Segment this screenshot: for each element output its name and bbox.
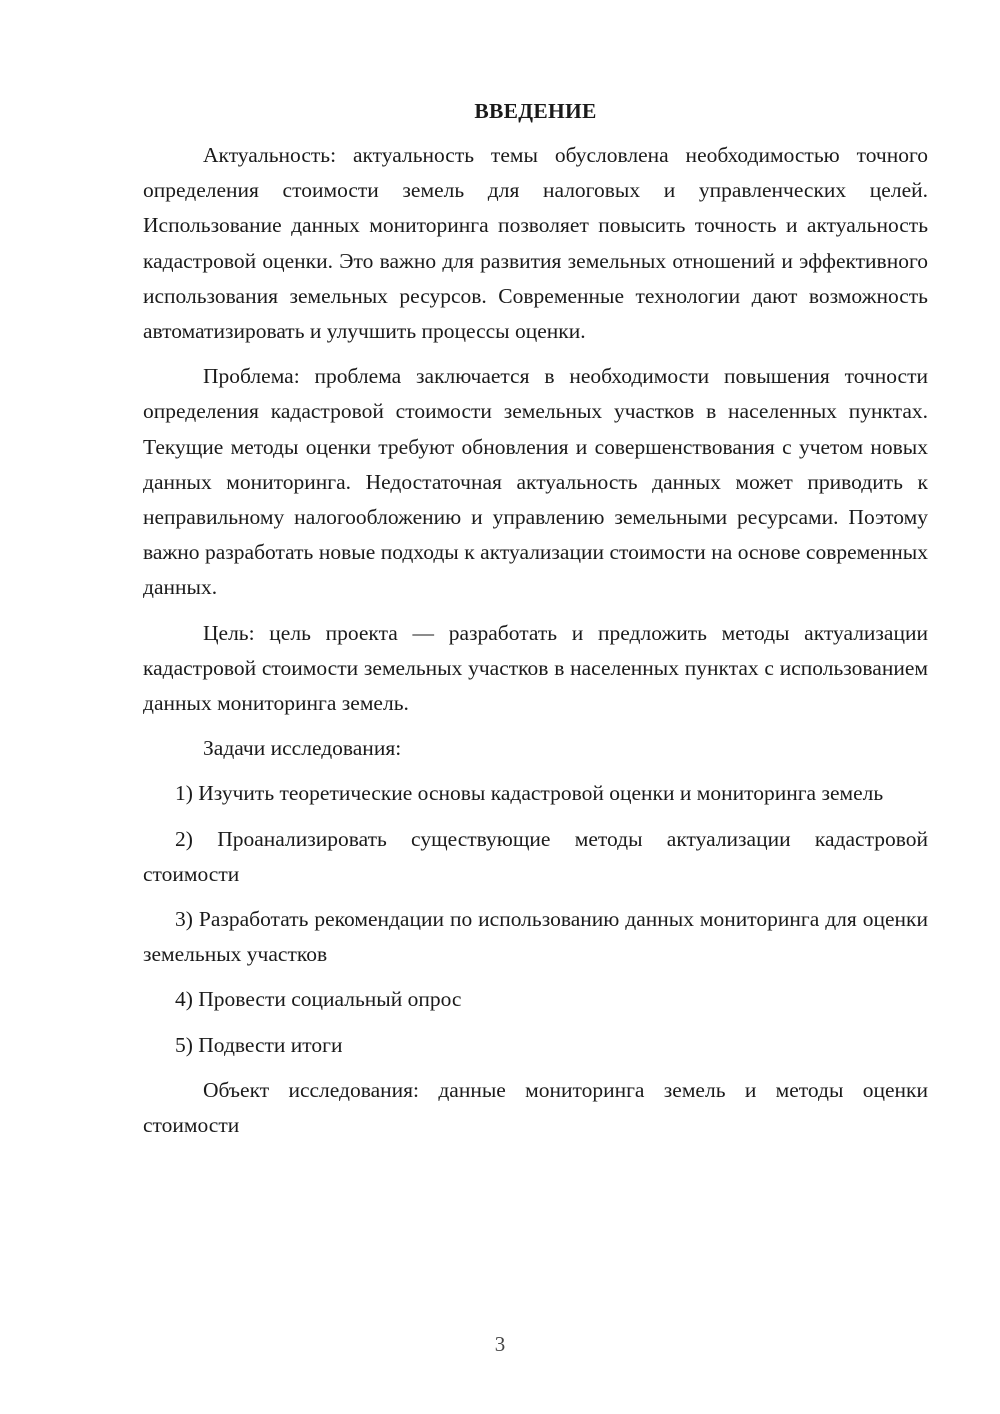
task-item-1: 1) Изучить теоретические основы кадастровой оценки и мониторинга земель [175,781,884,806]
page-content [143,96,928,1153]
problem-paragraph: Проблема: проблема заключается в необходимости повышения точности определения кадастровой стоимости земельных участков в населенных пунктах. Текущие методы оценки требуют обновления и совершенствования с учетом новых данных мониторинга. Недостаточная актуальность данных может приводить к неправильному налогообложению и управлению земельными ресурсами. Поэтому важно разработать новые подходы к актуализации стоимости на основе современных данных. [143,364,928,600]
relevance-paragraph: Актуальность: актуальность темы обусловлена необходимостью точного определения стоимости земель для налоговых и управленческих целей. Использование данных мониторинга позволяет повысить точность и актуальность кадастровой оценки. Это важно для развития земельных отношений и эффективного использования земельных ресурсов. Современные технологии дают возможность автоматизировать и улучшить процессы оценки. [143,143,928,344]
goal-paragraph: Цель: цель проекта — разработать и предложить методы актуализации кадастровой стоимости земельных участков в населенных пунктах с использованием данных мониторинга земель. [143,620,928,716]
page-number: 3 [494,1332,506,1356]
section-heading: ВВЕДЕНИЕ [474,99,597,123]
task-item-5: 5) Подвести итоги [175,1032,343,1057]
task-item-2: 2) Проанализировать существующие методы актуализации кадастровой стоимости [143,826,928,886]
tasks-heading: Задачи исследования: [203,736,402,761]
object-paragraph: Объект исследования: данные мониторинга земель и методы оценки стоимости [143,1077,928,1138]
task-item-3: 3) Разработать рекомендации по использованию данных мониторинга для оценки земельных участков [143,907,928,967]
task-item-4: 4) Провести социальный опрос [175,987,462,1012]
